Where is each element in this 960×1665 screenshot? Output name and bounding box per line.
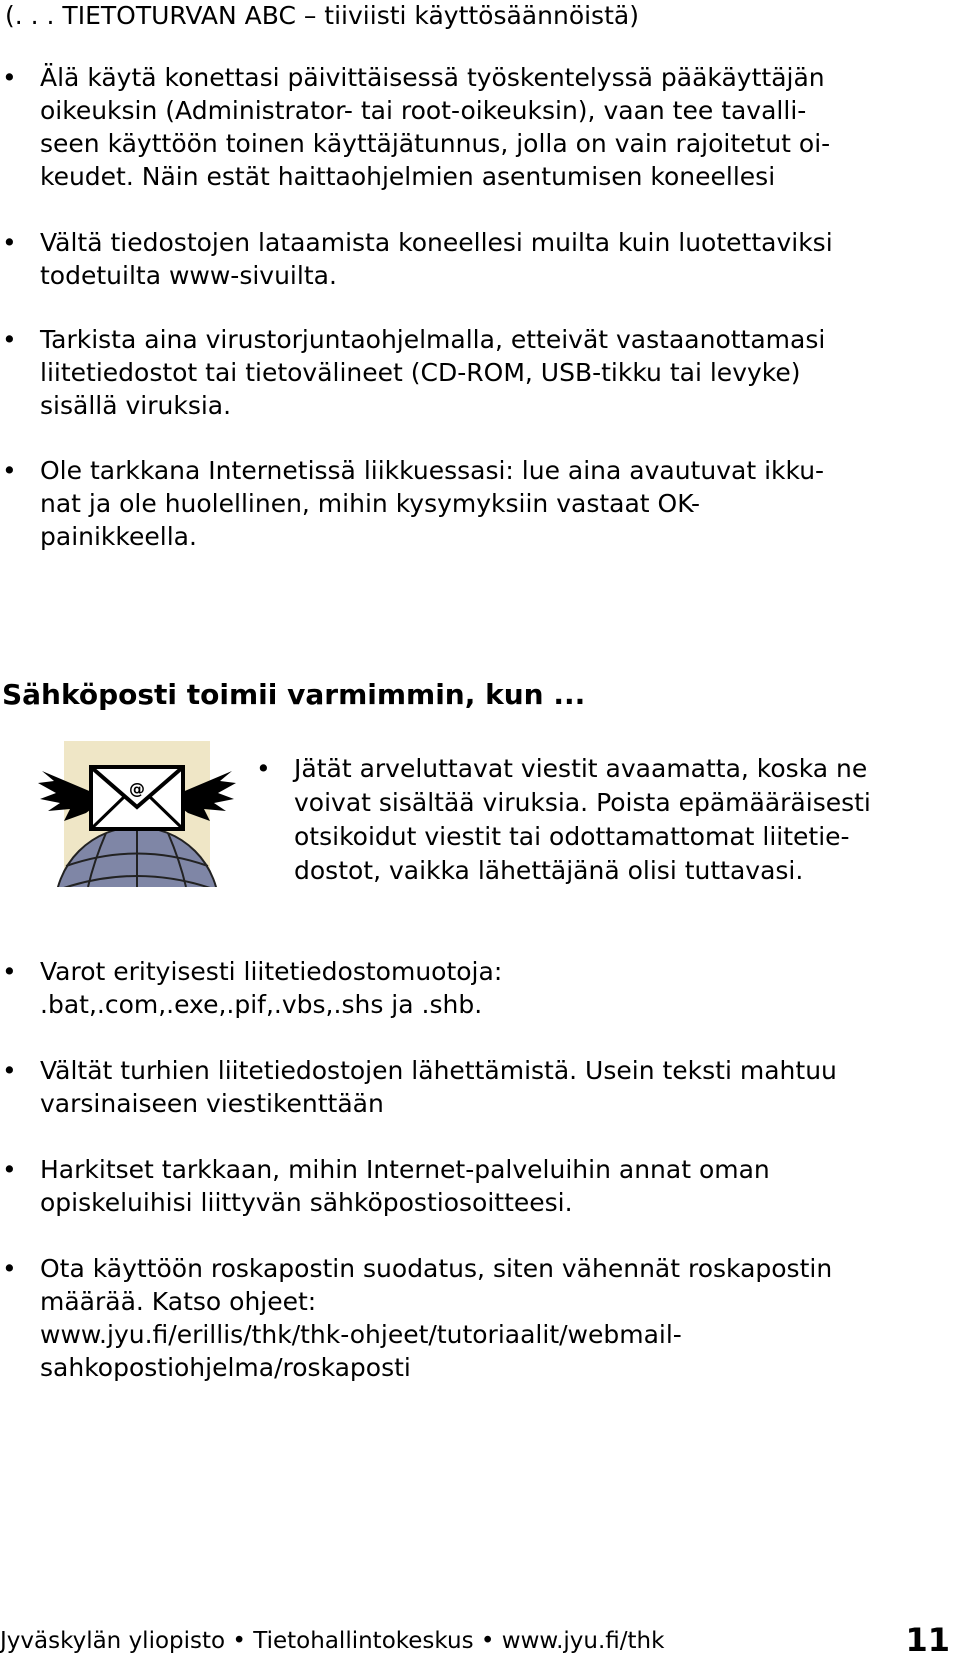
page-footer [0,1622,960,1662]
list-item: • Ota käyttöön roskapostin suodatus, siten vähennät roskapostin määrää. Katso ohjeet: www.jyu.fi/erillis/thk/thk-ohjeet/tutoriaalit/webmail- sahkopostiohjelma/roskaposti [0,1252,960,1384]
svg-text:@: @ [129,779,145,798]
list-item: • Varot erityisesti liitetiedostomuotoja: .bat,.com,.exe,.pif,.vbs,.shs ja .shb. [0,955,960,1021]
list-item: • Ole tarkkana Internetissä liikkuessasi: lue aina avautuvat ikku- nat ja ole huolellinen, mihin kysymyksiin vastaat OK- painikkeella. [0,454,960,553]
list-item: • Tarkista aina virustorjuntaohjelmalla, etteivät vastaanottamasi liitetiedostot tai tietovälineet (CD-ROM, USB-tikku tai levyke) sisällä viruksia. [0,323,960,422]
page-number: 11 [905,1621,950,1659]
page-header: (. . . TIETOTURVAN ABC – tiiviisti käyttösäännöistä) [5,1,639,30]
list-item: • Vältät turhien liitetiedostojen lähettämistä. Usein teksti mahtuu varsinaiseen viestikenttään [0,1054,960,1120]
security-rules-list [0,61,960,553]
envelope-icon [91,767,183,829]
section-title: Sähköposti toimii varmimmin, kun ... [2,678,586,711]
footer-text: Jyväskylän yliopisto • Tietohallintokeskus • www.jyu.fi/thk [0,1628,665,1654]
email-rules-list [0,955,960,1384]
list-item: • Harkitset tarkkaan, mihin Internet-palveluihin annat oman opiskeluihisi liittyvän sähköpostiosoitteesi. [0,1153,960,1219]
list-item: • Älä käytä konettasi päivittäisessä työskentelyssä pääkäyttäjän oikeuksin (Administrator- tai root-oikeuksin), vaan tee tavalli- seen käyttöön toinen käyttäjätunnus, jolla on vain rajoitetut oi- keudet. Näin estät haittaohjelmien asentumisen koneellesi [0,61,960,193]
list-item: • Jätät arveluttavat viestit avaamatta, koska ne voivat sisältää viruksia. Poista epämääräisesti otsikoidut viestit tai odottamattomat liitetie- dostot, vaikka lähettäjänä olisi tuttavasi. [254,752,871,888]
email-side-list [254,752,871,888]
winged-email-icon [36,741,238,887]
list-item: • Vältä tiedostojen lataamista koneellesi muilta kuin luotettaviksi todetuilta www-sivuilta. [0,226,960,292]
